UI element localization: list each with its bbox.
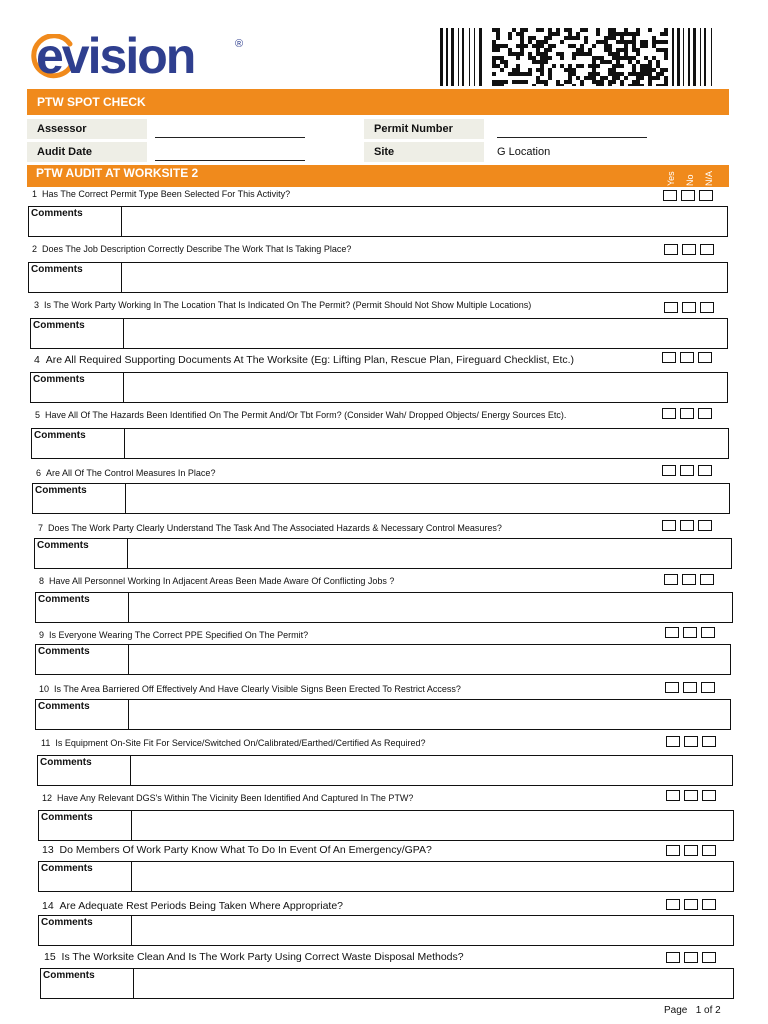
comments-field[interactable] (125, 429, 728, 458)
answer-checkboxes (664, 302, 714, 313)
question-text: Have Any Relevant DGS's Within The Vicinity Been Identified And Captured In The PTW? (57, 793, 414, 803)
permit-number-field[interactable] (497, 121, 647, 138)
form-title-bar: PTW SPOT CHECK (27, 89, 729, 115)
checkbox-yes[interactable] (662, 352, 676, 363)
question-7 (38, 523, 502, 533)
comments-field[interactable] (124, 373, 727, 402)
comments-box (35, 644, 731, 675)
question-number: 9 (39, 630, 45, 640)
comments-label: Comments (41, 969, 134, 998)
checkbox-na[interactable] (698, 465, 712, 476)
checkbox-na[interactable] (702, 899, 716, 910)
checkbox-yes[interactable] (666, 736, 680, 747)
comments-label: Comments (38, 756, 131, 785)
checkbox-na[interactable] (702, 736, 716, 747)
comments-label: Comments (39, 862, 132, 891)
question-number: 12 (42, 793, 53, 803)
checkbox-no[interactable] (680, 465, 694, 476)
question-text: Do Members Of Work Party Know What To Do In Event Of An Emergency/GPA? (59, 844, 432, 856)
checkbox-na[interactable] (702, 845, 716, 856)
question-number: 13 (42, 844, 54, 856)
checkbox-no[interactable] (682, 244, 696, 255)
question-4 (34, 354, 574, 366)
comments-box (40, 968, 734, 999)
comments-box (38, 810, 734, 841)
page-indicator (664, 1005, 721, 1016)
comments-label: Comments (39, 811, 132, 840)
question-1 (32, 189, 290, 199)
answer-checkboxes (662, 520, 712, 531)
site-value[interactable]: G Location (497, 146, 551, 158)
question-number: 3 (34, 300, 40, 310)
checkbox-yes[interactable] (665, 627, 679, 638)
question-number: 4 (34, 354, 40, 366)
answer-checkboxes (665, 682, 715, 693)
permit-number-label: Permit Number (364, 119, 484, 139)
comments-field[interactable] (122, 207, 727, 236)
question-text: Has The Correct Permit Type Been Selected For This Activity? (42, 189, 291, 199)
question-text: Is The Worksite Clean And Is The Work Party Using Correct Waste Disposal Methods? (61, 951, 464, 963)
checkbox-no[interactable] (682, 302, 696, 313)
answer-checkboxes (666, 790, 716, 801)
question-text: Is The Area Barriered Off Effectively And Have Clearly Visible Signs Been Erected To Restrict Access? (54, 684, 461, 694)
checkbox-na[interactable] (698, 520, 712, 531)
question-11 (41, 738, 426, 748)
assessor-label: Assessor (27, 119, 147, 139)
question-14 (42, 900, 343, 912)
comments-label: Comments (36, 645, 129, 674)
checkbox-yes[interactable] (664, 244, 678, 255)
question-text: Does The Job Description Correctly Describe The Work That Is Taking Place? (42, 244, 352, 254)
answer-checkboxes (662, 352, 712, 363)
checkbox-na[interactable] (702, 790, 716, 801)
checkbox-na[interactable] (701, 682, 715, 693)
question-number: 7 (38, 523, 44, 533)
checkbox-yes[interactable] (665, 682, 679, 693)
checkbox-no[interactable] (680, 408, 694, 419)
checkbox-no[interactable] (682, 574, 696, 585)
checkbox-yes[interactable] (666, 790, 680, 801)
comments-box (35, 592, 733, 623)
question-text: Are All Required Supporting Documents At The Worksite (Eg: Lifting Plan, Rescue Plan, Fireguard Checklist, Etc.) (45, 354, 575, 366)
comments-box (32, 483, 730, 514)
comments-label: Comments (33, 484, 126, 513)
question-text: Are Adequate Rest Periods Being Taken Where Appropriate? (59, 900, 344, 912)
question-number: 5 (35, 410, 41, 420)
checkbox-na[interactable] (701, 627, 715, 638)
comments-field[interactable] (129, 700, 730, 729)
comments-box (28, 262, 728, 293)
checkbox-no[interactable] (680, 520, 694, 531)
checkbox-na[interactable] (702, 952, 716, 963)
comments-box (30, 318, 728, 349)
checkbox-yes[interactable] (666, 899, 680, 910)
assessor-field[interactable] (155, 121, 305, 138)
comments-box (28, 206, 728, 237)
comments-field[interactable] (129, 645, 730, 674)
comments-box (34, 538, 732, 569)
comments-box (30, 372, 728, 403)
checkbox-no[interactable] (684, 736, 698, 747)
question-text: Are All Of The Control Measures In Place? (46, 468, 216, 478)
answer-checkboxes (666, 952, 716, 963)
comments-box (38, 861, 734, 892)
answer-checkboxes (666, 899, 716, 910)
checkbox-no[interactable] (680, 352, 694, 363)
question-number: 10 (39, 684, 50, 694)
question-text: Does The Work Party Clearly Understand The Task And The Associated Hazards & Necessary Control Measures? (48, 523, 502, 533)
question-number: 15 (44, 951, 56, 963)
answer-checkboxes (662, 408, 712, 419)
checkbox-no[interactable] (684, 845, 698, 856)
question-12 (42, 793, 413, 803)
question-8 (39, 576, 394, 586)
evision-logo (30, 28, 250, 84)
checkbox-na[interactable] (700, 302, 714, 313)
page-label: Page (664, 1005, 688, 1016)
audit-date-field[interactable] (155, 144, 305, 161)
question-number: 6 (36, 468, 42, 478)
comments-field[interactable] (132, 916, 733, 945)
checkbox-yes[interactable] (666, 952, 680, 963)
comments-label: Comments (36, 700, 129, 729)
comments-field[interactable] (134, 969, 733, 998)
comments-field[interactable] (131, 756, 732, 785)
answer-checkboxes (662, 465, 712, 476)
checkbox-yes[interactable] (666, 845, 680, 856)
question-15 (44, 951, 464, 963)
question-text: Is Equipment On-Site Fit For Service/Switched On/Calibrated/Earthed/Certified As Required? (55, 738, 426, 748)
section-title: PTW AUDIT AT WORKSITE 2 (36, 166, 199, 180)
page-value: 1 of 2 (695, 1005, 721, 1016)
comments-field[interactable] (124, 319, 727, 348)
checkbox-no[interactable] (684, 790, 698, 801)
logo-text: evision (36, 28, 195, 84)
question-number: 11 (41, 738, 51, 748)
comments-label: Comments (29, 263, 122, 292)
checkbox-no[interactable] (683, 627, 697, 638)
audit-date-label: Audit Date (27, 142, 147, 162)
checkbox-na[interactable] (700, 244, 714, 255)
answer-checkboxes (664, 574, 714, 585)
question-text: Is Everyone Wearing The Correct PPE Specified On The Permit? (49, 630, 309, 640)
checkbox-na[interactable] (699, 190, 713, 201)
comments-box (37, 755, 733, 786)
checkbox-na[interactable] (700, 574, 714, 585)
question-5 (35, 410, 566, 420)
comments-label: Comments (32, 429, 125, 458)
comments-label: Comments (36, 593, 129, 622)
comments-box (38, 915, 734, 946)
barcode-image (440, 28, 730, 86)
answer-checkboxes (663, 190, 713, 201)
question-text: Have All Personnel Working In Adjacent Areas Been Made Aware Of Conflicting Jobs ? (49, 576, 395, 586)
logo-registered-mark: ® (235, 38, 244, 50)
checkbox-no[interactable] (684, 899, 698, 910)
question-number: 8 (39, 576, 45, 586)
checkbox-no[interactable] (684, 952, 698, 963)
comments-field[interactable] (132, 862, 733, 891)
answer-checkboxes (666, 736, 716, 747)
comments-field[interactable] (129, 593, 732, 622)
comments-label: Comments (31, 373, 124, 402)
answer-checkboxes (665, 627, 715, 638)
section-title-bar (27, 165, 729, 187)
question-13 (42, 844, 432, 856)
column-header-na: N/A (704, 170, 714, 186)
site-label: Site (364, 142, 484, 162)
column-header-no: No (685, 174, 695, 186)
answer-checkboxes (664, 244, 714, 255)
checkbox-yes[interactable] (664, 302, 678, 313)
checkbox-no[interactable] (681, 190, 695, 201)
checkbox-yes[interactable] (662, 465, 676, 476)
comments-label: Comments (31, 319, 124, 348)
checkbox-yes[interactable] (663, 190, 677, 201)
comments-box (31, 428, 729, 459)
column-header-yes: Yes (666, 171, 676, 186)
question-text: Is The Work Party Working In The Location That Is Indicated On The Permit? (Permit Should Not Show Multiple Locations) (44, 300, 532, 310)
question-number: 14 (42, 900, 54, 912)
question-2 (32, 244, 351, 254)
question-6 (36, 468, 215, 478)
question-text: Have All Of The Hazards Been Identified On The Permit And/Or Tbt Form? (Consider Wah/ Dropped Objects/ Energy Sources Etc). (45, 410, 567, 420)
comments-field[interactable] (128, 539, 731, 568)
comments-field[interactable] (132, 811, 733, 840)
question-9 (39, 630, 308, 640)
question-number: 2 (32, 244, 38, 254)
question-3 (34, 300, 531, 310)
checkbox-na[interactable] (698, 352, 712, 363)
checkbox-na[interactable] (698, 408, 712, 419)
checkbox-yes[interactable] (662, 408, 676, 419)
question-10 (39, 684, 461, 694)
checkbox-no[interactable] (683, 682, 697, 693)
comments-box (35, 699, 731, 730)
comments-label: Comments (29, 207, 122, 236)
question-number: 1 (32, 189, 38, 199)
comments-field[interactable] (126, 484, 729, 513)
comments-label: Comments (39, 916, 132, 945)
checkbox-yes[interactable] (664, 574, 678, 585)
comments-field[interactable] (122, 263, 727, 292)
checkbox-yes[interactable] (662, 520, 676, 531)
comments-label: Comments (35, 539, 128, 568)
answer-checkboxes (666, 845, 716, 856)
